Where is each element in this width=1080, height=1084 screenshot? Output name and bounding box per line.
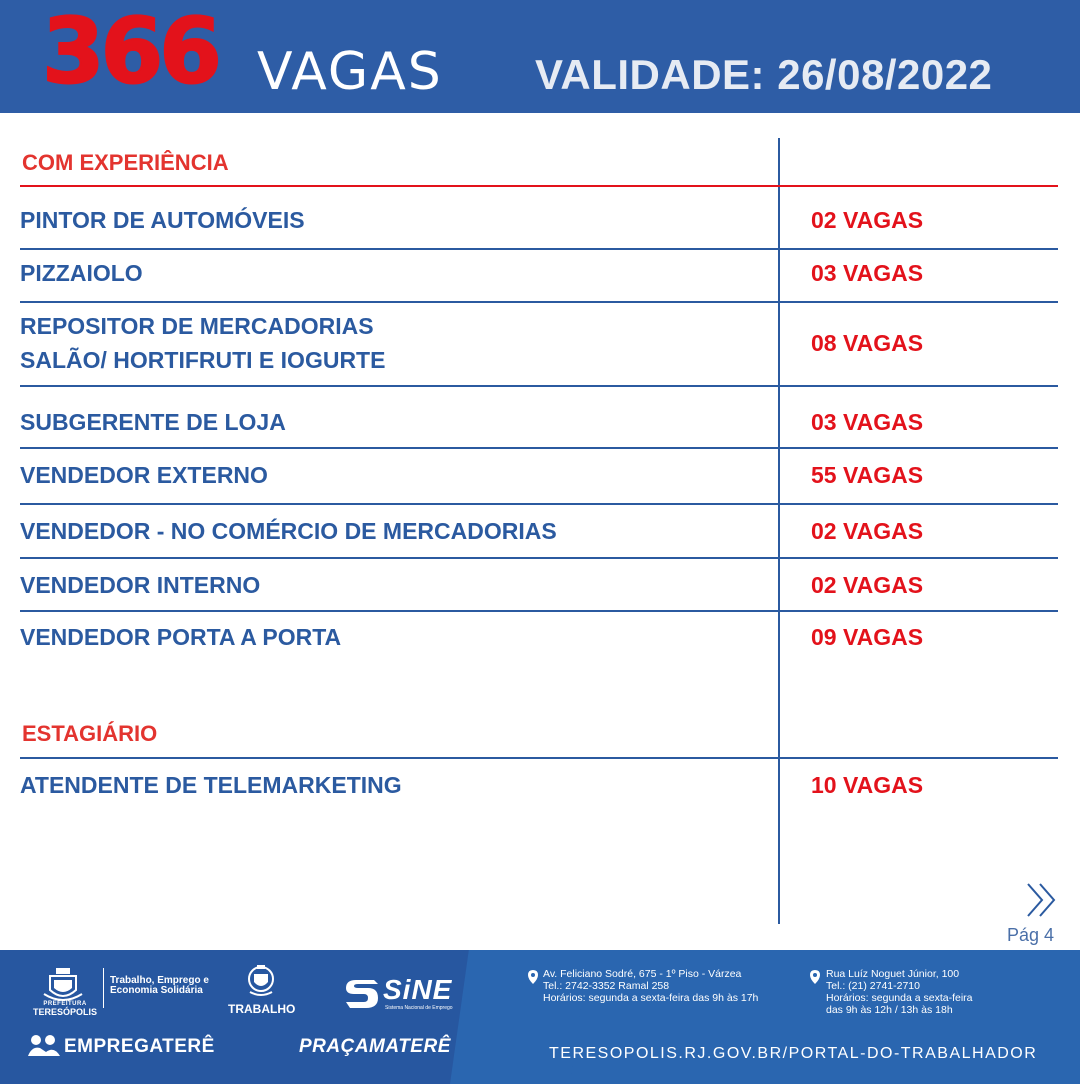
vacancy-word: VAGAS	[257, 42, 443, 102]
phone-line: Tel.: 2742-3352 Ramal 258	[543, 980, 670, 992]
pracamatere-label: PRAÇAMATERÊ	[299, 1036, 451, 1057]
section-underline	[20, 757, 1058, 759]
logo-divider	[103, 968, 104, 1008]
job-title: ATENDENTE DE TELEMARKETING	[20, 772, 402, 798]
secretaria-label: Trabalho, Emprego e Economia Solidária	[110, 975, 209, 996]
section-underline	[20, 185, 1058, 187]
trabalho-emblem-icon	[246, 964, 276, 998]
job-title: VENDEDOR PORTA A PORTA	[20, 624, 342, 650]
job-quantity: 02 VAGAS	[811, 572, 924, 598]
section-title-experience: COM EXPERIÊNCIA	[22, 150, 229, 175]
city-seal-icon	[42, 966, 84, 1004]
job-quantity: 03 VAGAS	[811, 260, 924, 286]
row-divider	[20, 385, 1058, 387]
job-title: VENDEDOR - NO COMÉRCIO DE MERCADORIAS	[20, 518, 557, 544]
portal-url-link[interactable]: TERESOPOLIS.RJ.GOV.BR/PORTAL-DO-TRABALHADOR	[549, 1045, 1038, 1062]
row-divider	[20, 610, 1058, 612]
job-title: SUBGERENTE DE LOJA	[20, 409, 286, 435]
sine-subtitle: Sistema Nacional de Emprego	[385, 1005, 453, 1011]
row-divider	[20, 447, 1058, 449]
job-title: REPOSITOR DE MERCADORIAS	[20, 313, 374, 339]
empregatere-label: EMPREGATERÊ	[64, 1036, 215, 1057]
job-title: VENDEDOR EXTERNO	[20, 462, 268, 488]
row-divider	[20, 557, 1058, 559]
vacancy-count: 366	[42, 0, 218, 104]
phone-line: Tel.: (21) 2741-2710	[826, 980, 920, 992]
job-quantity: 02 VAGAS	[811, 207, 924, 233]
job-quantity: 10 VAGAS	[811, 772, 924, 798]
hours-line-2: das 9h às 12h / 13h às 18h	[826, 1004, 953, 1016]
trabalho-label: TRABALHO	[228, 1002, 296, 1016]
city-label: TERESÓPOLIS	[32, 1007, 97, 1017]
validity-date: VALIDADE: 26/08/2022	[535, 51, 993, 98]
column-divider	[778, 138, 780, 924]
hours-line: Horários: segunda a sexta-feira das 9h às 17h	[543, 992, 759, 1004]
header-banner	[0, 0, 1080, 113]
footer	[0, 950, 1080, 1084]
row-divider	[20, 248, 1058, 250]
row-divider	[20, 301, 1058, 303]
page-number: Pág 4	[1007, 925, 1055, 945]
job-quantity: 09 VAGAS	[811, 624, 924, 650]
job-quantity: 02 VAGAS	[811, 518, 924, 544]
prefeitura-label: PREFEITURA	[43, 1001, 87, 1007]
job-quantity: 03 VAGAS	[811, 409, 924, 435]
double-chevron-right-icon[interactable]	[1022, 880, 1062, 920]
address-line: Av. Feliciano Sodré, 675 - 1º Piso - Várzea	[543, 968, 742, 980]
job-title-line2: SALÃO/ HORTIFRUTI E IOGURTE	[20, 347, 386, 373]
job-title: VENDEDOR INTERNO	[20, 572, 261, 598]
sine-label: SiNE	[383, 974, 453, 1005]
handshake-icon	[26, 1034, 62, 1058]
section-title-intern: ESTAGIÁRIO	[22, 721, 158, 746]
job-title: PINTOR DE AUTOMÓVEIS	[20, 207, 305, 233]
job-quantity: 08 VAGAS	[811, 330, 924, 356]
address-line: Rua Luíz Noguet Júnior, 100	[826, 968, 960, 980]
job-quantity: 55 VAGAS	[811, 462, 924, 488]
hours-line: Horários: segunda a sexta-feira	[826, 992, 973, 1004]
sine-logo-icon	[344, 978, 380, 1010]
location-pin-icon	[810, 970, 820, 984]
location-pin-icon	[528, 970, 538, 984]
job-title: PIZZAIOLO	[20, 260, 143, 286]
row-divider	[20, 503, 1058, 505]
